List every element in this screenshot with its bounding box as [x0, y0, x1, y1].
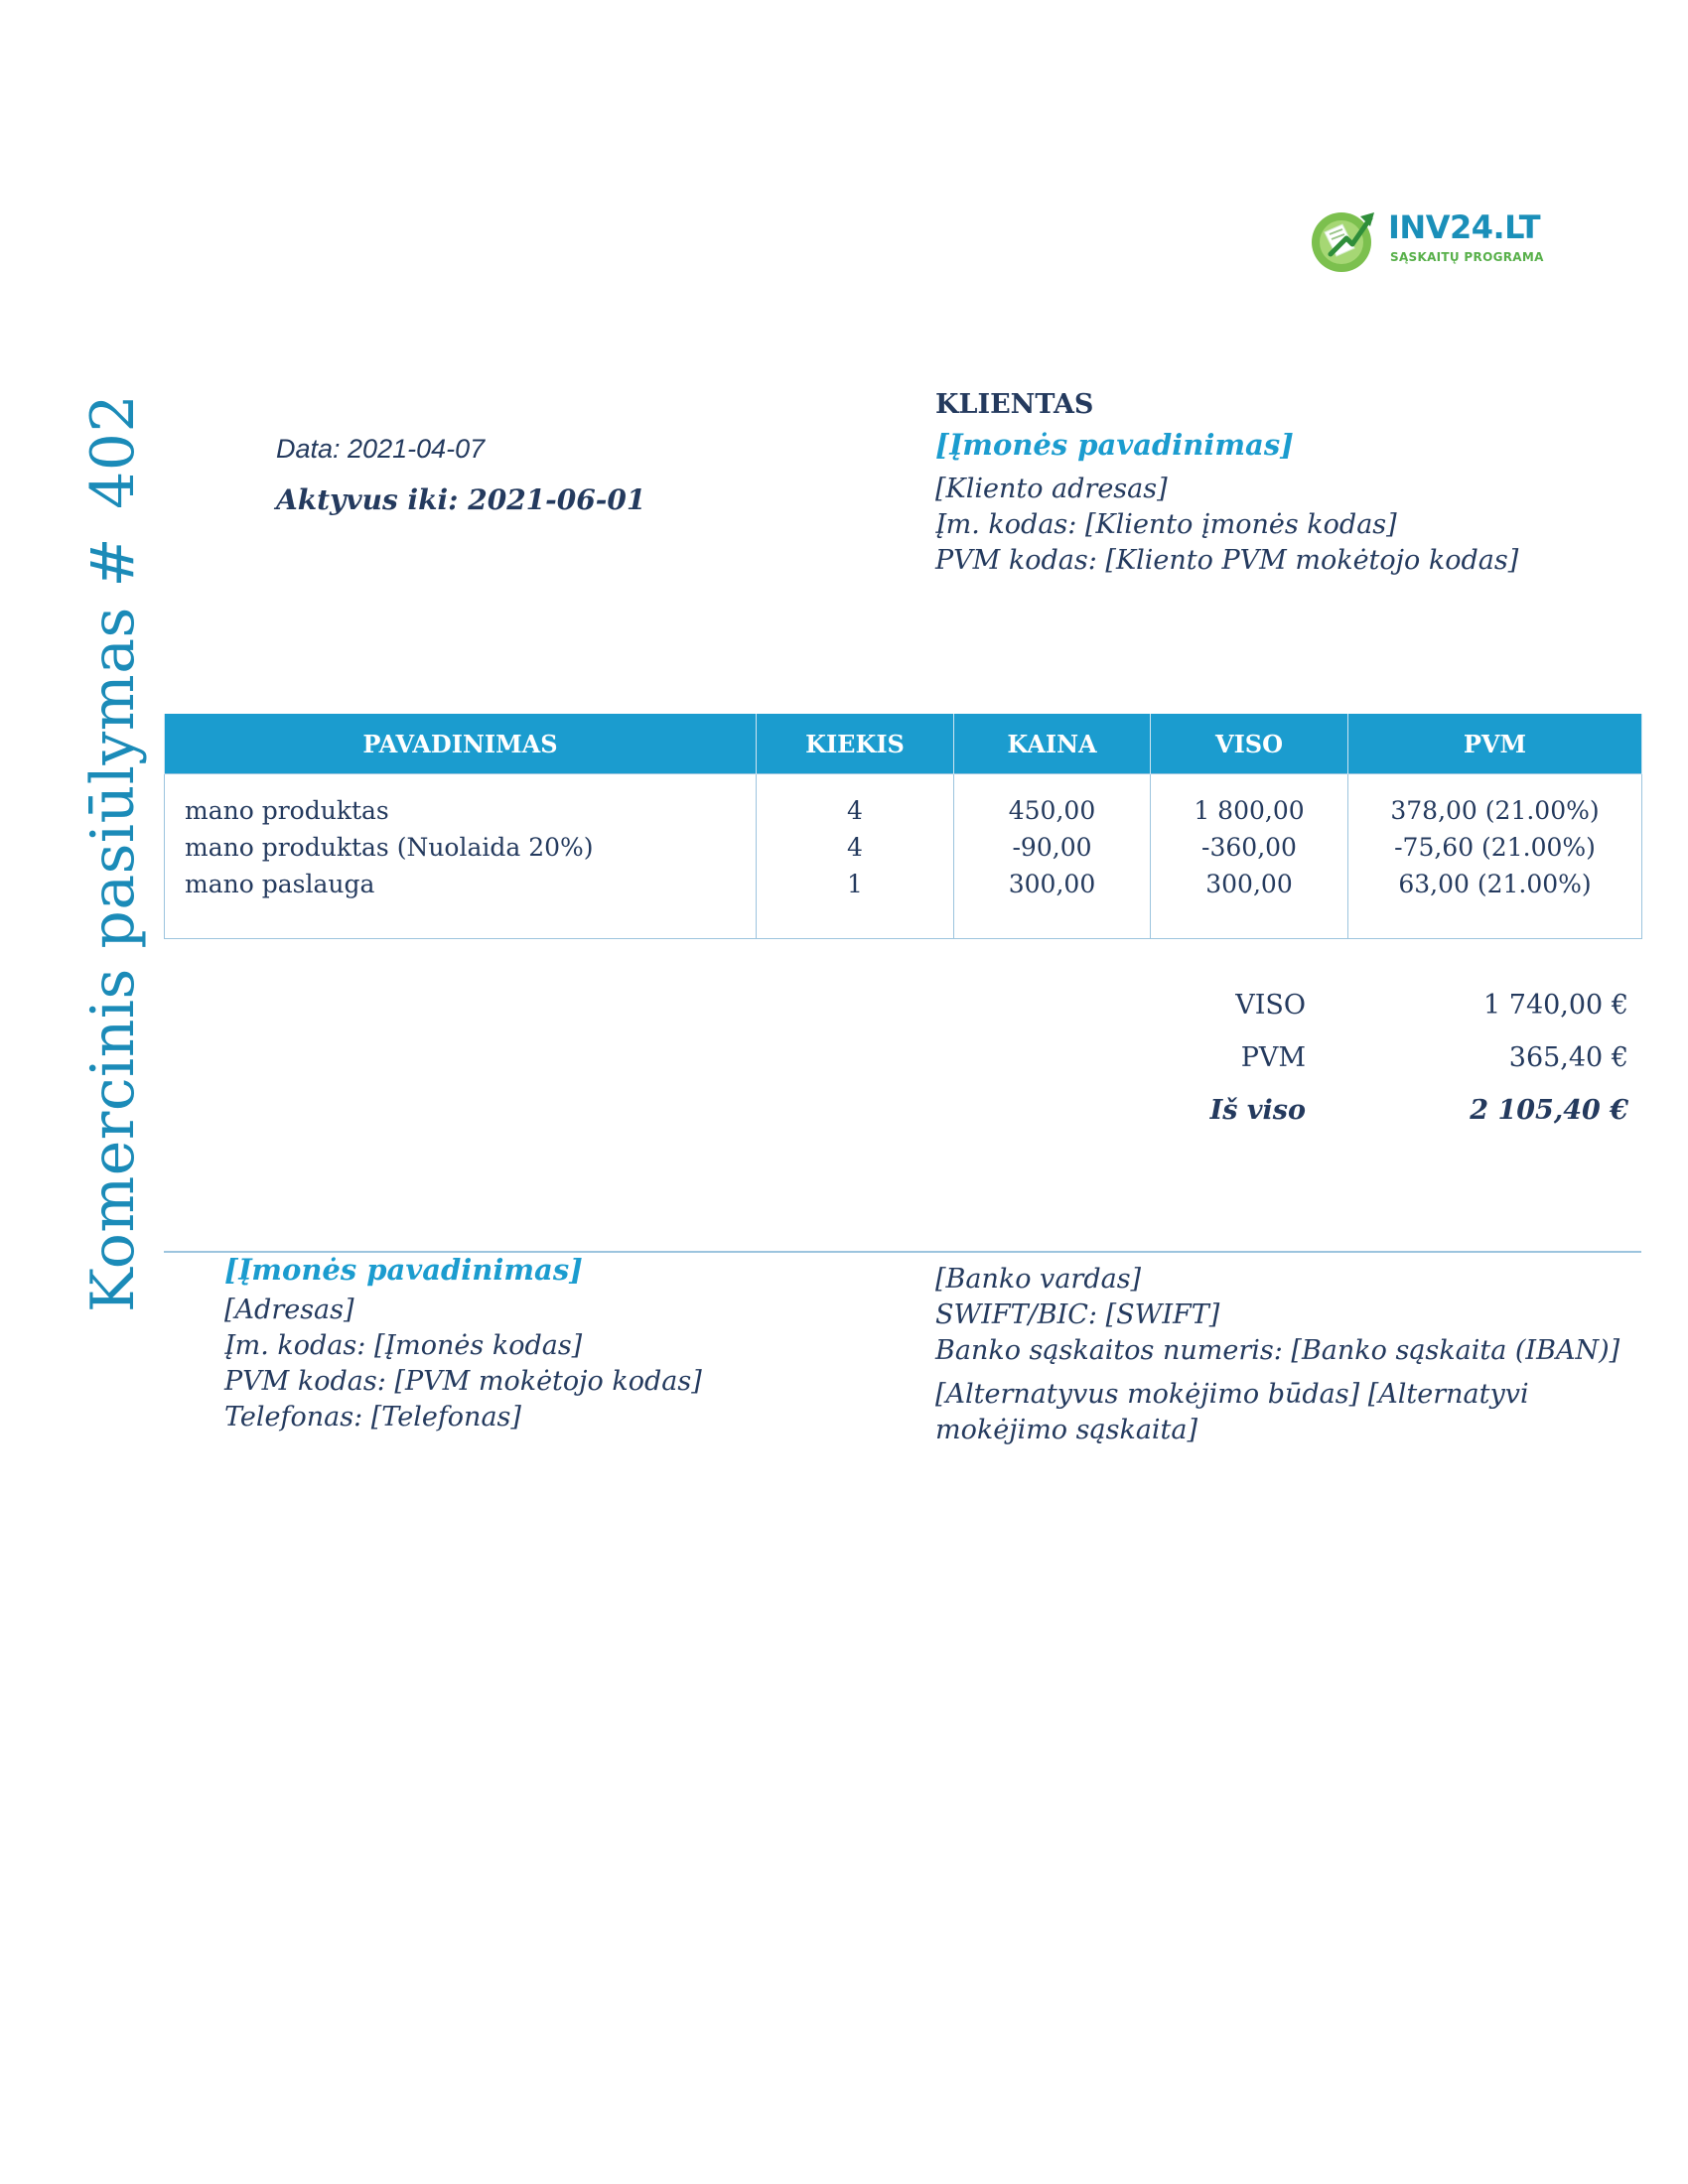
net-total-value: 1 740,00 € [1483, 990, 1628, 1021]
item-total: 300,00 [1205, 870, 1293, 898]
item-name: mano paslauga [185, 870, 375, 898]
item-total: 1 800,00 [1194, 796, 1305, 825]
client-heading: KLIENTAS [935, 389, 1094, 420]
table-row [165, 774, 1642, 939]
seller-phone: Telefonas: [Telefonas] [224, 1402, 521, 1433]
item-quantity: 1 [847, 870, 863, 898]
issue-date: Data: 2021-04-07 [276, 434, 486, 464]
alternative-payment: [Alternatyvus mokėjimo būdas] [Alternatyvi mokėjimo sąskaita] [935, 1379, 1529, 1445]
item-price: -90,00 [1012, 833, 1092, 862]
totals-vat-row [1092, 1042, 1628, 1095]
bank-block [935, 1262, 1630, 1448]
client-block [935, 389, 1630, 579]
item-price: 450,00 [1008, 796, 1096, 825]
item-name: mano produktas (Nuolaida 20%) [185, 833, 594, 862]
item-vat: 378,00 (21.00%) [1390, 796, 1600, 825]
item-quantity: 4 [847, 796, 863, 825]
document-title [71, 393, 155, 1312]
item-total: -360,00 [1201, 833, 1297, 862]
item-price: 300,00 [1008, 870, 1096, 898]
bank-swift: SWIFT/BIC: [SWIFT] [935, 1299, 1220, 1330]
column-header-total: VISO [1151, 714, 1348, 774]
vat-total-value: 365,40 € [1508, 1042, 1628, 1073]
column-header-name: PAVADINIMAS [165, 714, 757, 774]
grand-total-label: Iš viso [1209, 1095, 1306, 1126]
item-name-cell [165, 774, 757, 939]
item-vat: 63,00 (21.00%) [1398, 870, 1592, 898]
seller-address: [Adresas] [224, 1295, 354, 1325]
valid-until-date: Aktyvus iki: 2021-06-01 [276, 483, 646, 516]
item-vat-cell [1348, 774, 1642, 939]
logo-icon [1309, 205, 1378, 274]
logo-brand-text: INV24.LT [1388, 208, 1541, 246]
client-company-code: Įm. kodas: [Kliento įmonės kodas] [935, 509, 1397, 540]
seller-company-code: Įm. kodas: [Įmonės kodas] [224, 1330, 583, 1361]
items-table [164, 714, 1642, 939]
seller-vat-code: PVM kodas: [PVM mokėtojo kodas] [224, 1366, 702, 1397]
totals-grand-row [1092, 1095, 1628, 1148]
document-title-text: Komercinis pasiūlymas # [78, 536, 148, 1312]
client-vat-code: PVM kodas: [Kliento PVM mokėtojo kodas] [935, 545, 1519, 576]
net-total-label: VISO [1235, 990, 1306, 1021]
logo-tagline: SĄSKAITŲ PROGRAMA [1390, 250, 1544, 264]
item-name: mano produktas [185, 796, 389, 825]
client-company-name: [Įmonės pavadinimas] [935, 428, 1294, 462]
bank-name: [Banko vardas] [935, 1264, 1142, 1295]
bank-account: Banko sąskaitos numeris: [Banko sąskaita (IBAN)] [935, 1335, 1620, 1366]
seller-block [224, 1253, 860, 1435]
item-price-cell [954, 774, 1151, 939]
item-vat: -75,60 (21.00%) [1394, 833, 1596, 862]
vat-total-label: PVM [1240, 1042, 1306, 1073]
client-address: [Kliento adresas] [935, 474, 1168, 504]
totals-block [1092, 990, 1628, 1148]
seller-company-name: [Įmonės pavadinimas] [224, 1253, 583, 1287]
document-number: 402 [78, 393, 148, 509]
totals-net-row [1092, 990, 1628, 1042]
grand-total-value: 2 105,40 € [1470, 1095, 1628, 1126]
item-quantity: 4 [847, 833, 863, 862]
item-quantity-cell [757, 774, 954, 939]
item-total-cell [1151, 774, 1348, 939]
brand-logo [1309, 203, 1544, 282]
table-header-row [165, 714, 1642, 774]
column-header-quantity: KIEKIS [757, 714, 954, 774]
column-header-price: KAINA [954, 714, 1151, 774]
column-header-vat: PVM [1348, 714, 1642, 774]
